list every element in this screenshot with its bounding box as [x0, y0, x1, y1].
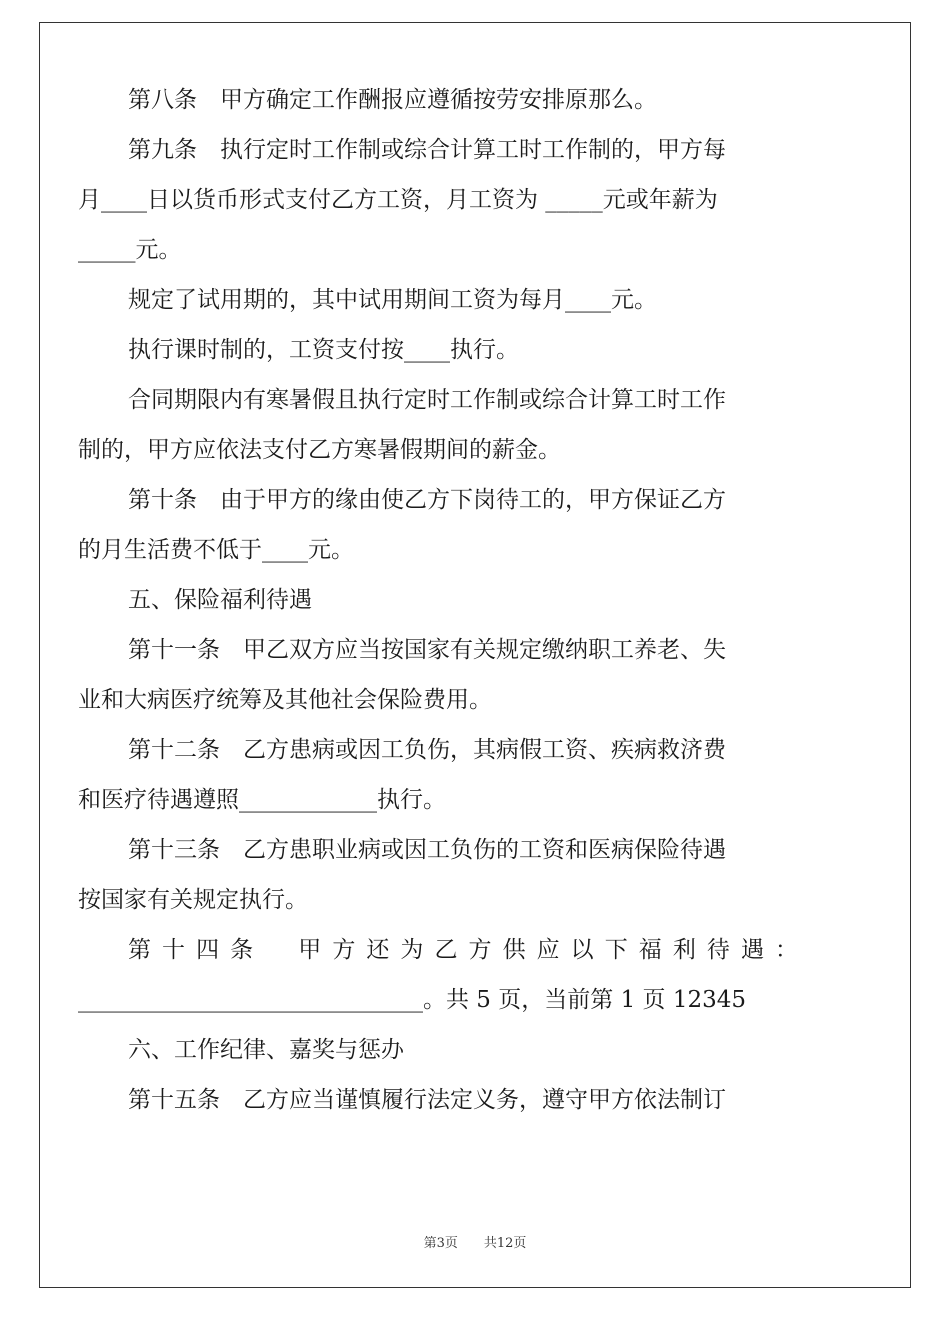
article-8: 第八条 甲方确定工作酬报应遵循按劳安排原那么。: [128, 87, 657, 113]
article-12-line-1: 第十二条 乙方患病或因工负伤，其病假工资、疾病救济费: [128, 737, 726, 763]
article-12-line-2: 和医疗待遇遵照____________执行。: [78, 787, 446, 813]
article-14-line-1: 第十四条 甲方还为乙方供应以下福利待遇：: [128, 937, 798, 963]
vacation-pay-line-2: 制的，甲方应依法支付乙方寒暑假期间的薪金。: [78, 437, 561, 463]
section-5-heading: 五、保险福利待遇: [128, 587, 312, 613]
document-body: [78, 75, 798, 1125]
article-9-line-3: _____元。: [78, 237, 182, 263]
article-15-line-1: 第十五条 乙方应当谨慎履行法定义务，遵守甲方依法制订: [128, 1087, 726, 1113]
article-11-line-2: 业和大病医疗统筹及其他社会保险费用。: [78, 687, 492, 713]
article-10-line-2: 的月生活费不低于____元。: [78, 537, 354, 563]
article-13-line-2: 按国家有关规定执行。: [78, 887, 308, 913]
article-11-line-1: 第十一条 甲乙双方应当按国家有关规定缴纳职工养老、失: [128, 637, 726, 663]
page-footer: 第3页 共12页: [423, 1236, 527, 1251]
vacation-pay-line-1: 合同期限内有寒暑假且执行定时工作制或综合计算工时工作: [128, 387, 726, 413]
article-13-line-1: 第十三条 乙方患职业病或因工负伤的工资和医病保险待遇: [128, 837, 726, 863]
article-10-line-1: 第十条 由于甲方的缘由使乙方下岗待工的，甲方保证乙方: [128, 487, 726, 513]
article-14-line-2: ______________________________。共 5 页，当前第 1 页 12345: [78, 987, 746, 1013]
class-hour-wage-line: 执行课时制的，工资支付按____执行。: [128, 337, 519, 363]
probation-wage-line: 规定了试用期的，其中试用期间工资为每月____元。: [128, 287, 657, 313]
article-9-line-1: 第九条 执行定时工作制或综合计算工时工作制的，甲方每: [128, 137, 726, 163]
article-9-line-2: 月____日以货币形式支付乙方工资，月工资为 _____元或年薪为: [78, 187, 718, 213]
section-6-heading: 六、工作纪律、嘉奖与惩办: [128, 1037, 404, 1063]
